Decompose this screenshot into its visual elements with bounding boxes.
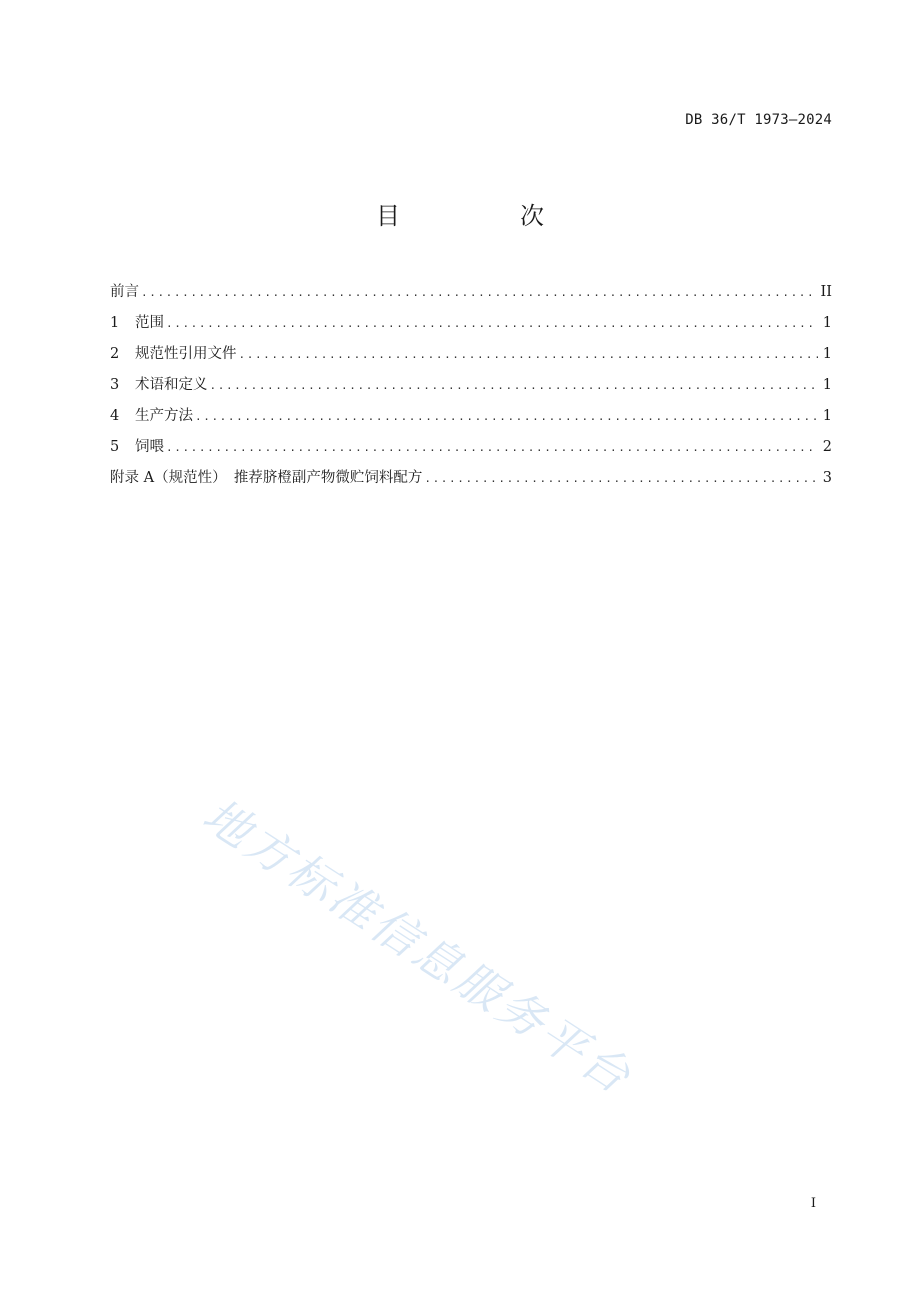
toc-entry-number: 2: [110, 346, 120, 362]
toc-entry-page: II: [820, 284, 832, 300]
toc-title: 目 次: [376, 202, 592, 230]
toc-entry-label: 规范性引用文件: [135, 346, 237, 362]
toc-entry-number: 1: [110, 315, 120, 331]
table-of-contents: [110, 280, 832, 497]
footer-page-number: I: [810, 1196, 816, 1211]
toc-entry-terms-definitions[interactable]: [110, 373, 832, 404]
toc-entry-foreword[interactable]: [110, 280, 832, 311]
toc-entry-feeding[interactable]: [110, 435, 832, 466]
toc-entry-page: 1: [822, 315, 832, 331]
toc-entry-number: 5: [110, 439, 120, 455]
toc-entry-label: 前言: [110, 284, 139, 300]
toc-entry-page: 3: [822, 470, 832, 486]
dot-leader: [239, 348, 819, 361]
toc-entry-production-method[interactable]: [110, 404, 832, 435]
toc-entry-label: 附录 A（规范性） 推荐脐橙副产物微贮饲料配方: [110, 470, 423, 486]
toc-entry-page: 1: [822, 408, 832, 424]
toc-entry-page: 1: [822, 377, 832, 393]
toc-entry-number: 3: [110, 377, 120, 393]
document-number: DB 36/T 1973—2024: [685, 112, 832, 128]
toc-entry-number: 4: [110, 408, 120, 424]
dot-leader: [166, 317, 818, 330]
toc-entry-page: 1: [822, 346, 832, 362]
toc-entry-label: 生产方法: [135, 408, 193, 424]
toc-entry-label: 饲喂: [135, 439, 164, 455]
toc-entry-appendix-a[interactable]: [110, 466, 832, 497]
dot-leader: [424, 472, 818, 485]
toc-entry-label: 术语和定义: [135, 377, 208, 393]
dot-leader: [166, 441, 818, 454]
toc-entry-normative-references[interactable]: [110, 342, 832, 373]
toc-entry-scope[interactable]: [110, 311, 832, 342]
dot-leader: [210, 379, 819, 392]
toc-entry-page: 2: [822, 439, 832, 455]
watermark: 地方标准信息服务平台: [193, 787, 643, 1106]
toc-entry-label: 范围: [135, 315, 164, 331]
dot-leader: [141, 286, 817, 299]
dot-leader: [195, 410, 818, 423]
